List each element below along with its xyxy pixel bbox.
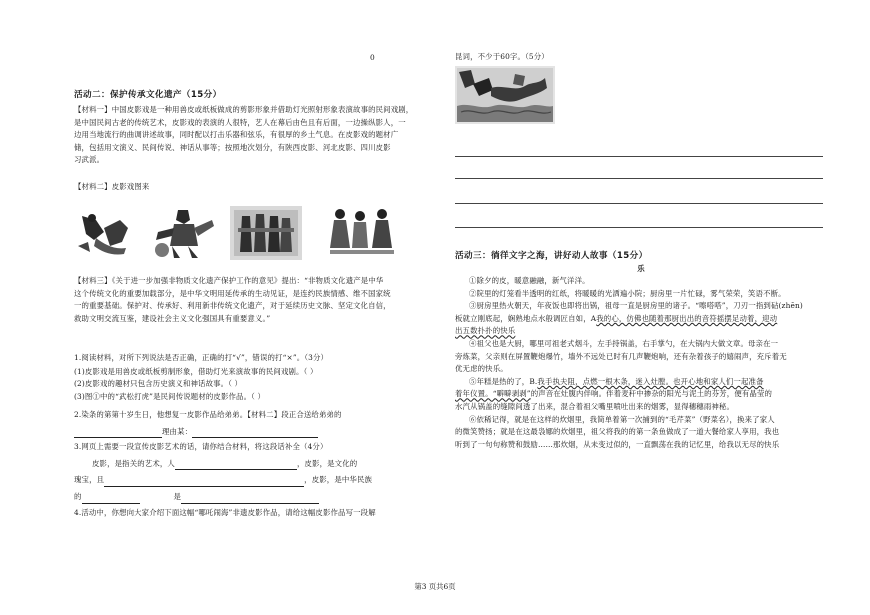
essay-paragraph-3c (455, 325, 827, 338)
material1-block (74, 104, 440, 167)
essay-paragraph-5a (455, 376, 827, 389)
q3-blank-4[interactable] (181, 493, 319, 504)
question-2-3 (74, 409, 440, 519)
q3-blank-2[interactable] (104, 476, 304, 487)
essay-text: 板就立刚底起，娴熟地点水般调匠自如，A (455, 313, 597, 323)
essay-title: 乐 (637, 264, 645, 273)
essay-text: 水汽从锅盖的缝隙间透了出来，混合着祖父嘴里喷吐出来的烟雾，显得穗穗雨神秘。 (455, 401, 735, 411)
essay-paragraph-4c (455, 363, 827, 376)
essay-underlined-sentence-b: 我手执夫阻，点燃一根木条，迷入灶膛。也开心地和家人们一起准备 (537, 376, 764, 386)
material3-line: 救助文明交流互鉴，建设社会主义文化强国具有重要意义。” (74, 313, 271, 323)
essay-body (455, 275, 827, 451)
material1-line: 边用当地流行的曲调讲述故事，同时配以打击乐器和弦乐，有很厚的乡土气息。在皮影戏的题材广 (74, 130, 399, 140)
q1-item: (1)皮影戏是用兽皮或纸板剪制形象，借助灯光来演故事的民间戏剧。（ ） (74, 366, 318, 376)
q2-line2-suffix: 理由某： (162, 426, 193, 436)
q2-answer-blank[interactable] (74, 427, 162, 438)
page-number: 第3 页共6页 (414, 582, 456, 591)
essay-text: ⑥依稀记得，就是在这样的炊烟里，我简单着第一次捕到的“毛芹菜”（野菜名），换来了家人 (469, 414, 775, 424)
puppet-image-2 (152, 206, 216, 260)
essay-paragraph-5b (455, 388, 827, 401)
essay-text: 优无虑的快乐。 (455, 364, 508, 374)
q3-blank-3[interactable] (82, 493, 140, 504)
essay-paragraph-5c (455, 401, 827, 414)
essay-paragraph-6b (455, 426, 827, 439)
q1-item: (2)皮影戏的趣材只包含历史演义和神话故事。（ ） (74, 379, 243, 389)
essay-paragraph-6a (455, 414, 827, 427)
q1-stem: 1.阅读材料，对所下列说法是否正确，正确的打“√”，错误的打“×”。（3分） (74, 353, 329, 362)
material3-block (74, 275, 440, 325)
essay-paragraph-6c (455, 439, 827, 452)
answer-line[interactable] (455, 178, 823, 179)
material3-line: 《关于进一步加强非物质文化遗产保护工作的意见》提出：“非物质文化遗产是中华 (111, 276, 384, 285)
q3-line-f: 是 (173, 491, 182, 501)
answer-line[interactable] (455, 203, 823, 204)
essay-text: 听到了一句句称赞和鼓励……那炊烟，从未变过似的，一直飘荡在我的记忆里，给我以无尽的快乐 (455, 439, 780, 449)
essay-paragraph-4a (455, 338, 827, 351)
q3-line-a: 皮影，是指关的艺术，人 (92, 458, 175, 468)
essay-text: 的声音在灶腹内伴响。伴着麦秆中掺杂的阳光与泥土的芬芳，便有晶莹的 (530, 389, 773, 399)
activity3-heading: 活动三：徜徉文字之海，讲好动人故事（15分） (455, 251, 648, 261)
material1-label: 【材料一】 (74, 105, 112, 114)
material1-line: 是中国民间古老的传统艺术，皮影戏的表演的人很特，艺人在幕后由色且有后面，一边操纵影人，一 (74, 117, 406, 127)
q3-line-c: 瑰宝，且 (74, 475, 105, 485)
q3-line-d: ，皮影，是中华民族 (304, 475, 373, 485)
essay-underlined-sentence-a: 我的心，仿佛也随着那厨出出的音符摇摆足动着，迎动 (596, 313, 778, 323)
material1-line: 储，包括用文演义、民间传说、神话从事等；按照地次划分，有陕西皮影、河北皮影、四川皮影 (74, 142, 391, 152)
puppet-image-4 (326, 206, 398, 260)
q3-line-b: ，皮影，是文化的 (296, 458, 358, 468)
essay-text: ③厨房里热火朝天，年夜饭也即将出锅，祖母一直是厨房里的诸子。“嚓嗒嗒”，刀刃一指到砧(zhēn) (469, 301, 803, 311)
material1-line: 中国皮影戏是一种用兽皮或纸板做成的剪影形象并借助灯光照射形象表演故事的民间戏剧， (111, 105, 414, 114)
essay-text: 的微笑赞扬；就是在这最袅娜的炊烟里，祖父将我的的第一条鱼做成了一道大餐给家人享用，我也 (455, 427, 780, 437)
puppet-image-1 (74, 206, 138, 260)
essay-paragraph-4b (455, 351, 827, 364)
q4-stem: 4.活动中，你想向大家介绍下面这幅“哪吒闹海”非遗皮影作品，请给这幅皮影作品写一段解 (74, 507, 376, 517)
essay-underlined-sentence-a-end: 出五数扑扑的快乐 (455, 326, 516, 336)
essay-paragraph-3a (455, 300, 827, 313)
answer-line[interactable] (455, 227, 823, 228)
q3-stem: 3.网页上需要一段宣传皮影艺术的话，请你结合材料，将这段话补全（4分） (74, 442, 328, 452)
essay-underlined-sentence-b-end: 着年仪置。“噼噼剥剥” (455, 389, 531, 399)
page-marker: 0 (370, 53, 375, 62)
essay-text: ⑤年糕是热的了，B. (469, 376, 538, 386)
nezha-shadow-puppet-image (455, 66, 555, 124)
q1-item: (3)图①中的“武松打虎”是民间传说题材的皮影作品。（ ） (74, 391, 266, 401)
essay-paragraph-1 (455, 275, 827, 288)
puppet-image-3 (230, 206, 302, 260)
material3-line: 一的重要基础。保护对、传承好、利用新非传统文化遗产，对于延续历史文脉、坚定文化自信， (74, 301, 391, 311)
q2-line1: 2.染条的第第十岁生日，他想复一皮影作品给弟弟。【材料二】段正合送给弟弟的 (74, 410, 342, 419)
answer-line[interactable] (455, 156, 823, 157)
material3-line: 这个传统文化的重要加载部分，是中华文明用延传承的生动见证，是连约民族情感、维不国家统 (74, 288, 391, 298)
essay-paragraph-2 (455, 288, 827, 301)
material1-line: 习武派。 (74, 155, 105, 165)
essay-text: ①除夕的皮，暖意融融，新气洋洋。 (469, 276, 590, 285)
q3-blank-1[interactable] (175, 459, 297, 470)
essay-text: ④祖父也是大厨，哪里可祖老式烟斗，左手持锅盖，右手掌勺，在大锅内大做文章。母亲在一 (469, 338, 779, 348)
question-1 (74, 352, 440, 403)
essay-text: ②院里的灯笼看半透明的红纸，将暖暖的光洒遍小院；厨房里一片忙碌，雾气荣荣，笑语不断。 (469, 288, 786, 298)
material3-label: 【材料三】 (74, 276, 112, 285)
activity2-heading: 活动二：保护传承文化遗产（15分） (74, 90, 222, 100)
q4-continuation: 昆词，不少于60字。（5分） (455, 52, 549, 61)
q3-line-e: 的 (74, 491, 82, 501)
q2-reason-blank[interactable] (192, 427, 318, 438)
essay-paragraph-3b (455, 313, 827, 326)
essay-text: 旁炼菜，父亲则在屏置鞭炮爆竹，墙外不远处已时有几声鞭炮响，还有杂着孩子的嬉闹声，充斥着无 (455, 351, 787, 361)
material2-label: 【材料二】皮影戏图来 (74, 182, 150, 191)
